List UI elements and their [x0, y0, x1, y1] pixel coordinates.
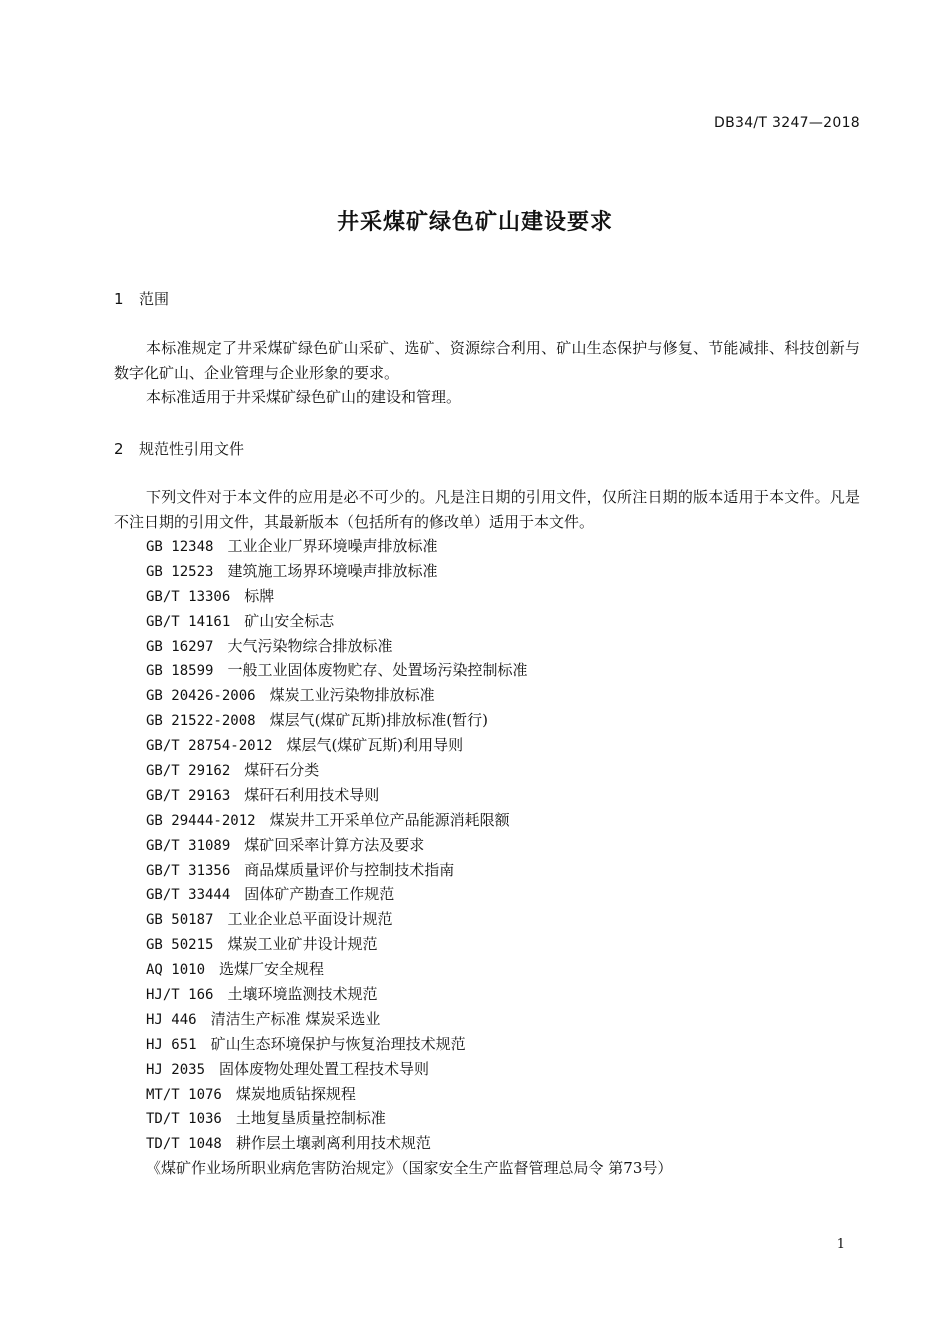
page-number: 1 — [836, 1237, 845, 1252]
reference-title: 煤炭工业污染物排放标准 — [269, 686, 435, 705]
section-2-heading — [114, 438, 244, 459]
reference-item — [146, 1106, 866, 1131]
reference-title: 煤矸石分类 — [244, 761, 320, 780]
reference-code: GB/T 29163 — [146, 787, 231, 804]
reference-title: 煤层气(煤矿瓦斯)利用导则 — [286, 736, 464, 755]
reference-item — [146, 634, 866, 659]
reference-title: 商品煤质量评价与控制技术指南 — [244, 860, 455, 879]
reference-item — [146, 658, 866, 683]
reference-title: 煤炭工业矿井设计规范 — [227, 935, 378, 954]
reference-code: HJ 2035 — [146, 1061, 206, 1078]
standard-code: DB34/T 3247—2018 — [714, 115, 860, 131]
reference-code: GB 12348 — [146, 539, 214, 555]
regulation-title: 《煤矿作业场所职业病危害防治规定》（国家安全生产监督管理总局令 第73号） — [146, 1159, 673, 1178]
reference-item — [146, 758, 866, 783]
reference-item — [146, 932, 866, 957]
reference-title: 土壤环境监测技术规范 — [227, 985, 378, 1004]
section-1-number: 1 — [114, 290, 124, 308]
reference-item — [146, 882, 866, 907]
reference-code: TD/T 1036 — [146, 1111, 222, 1128]
reference-title: 工业企业厂界环境噪声排放标准 — [227, 537, 438, 555]
reference-code: TD/T 1048 — [146, 1136, 222, 1153]
reference-code: MT/T 1076 — [146, 1086, 222, 1103]
reference-item — [146, 1032, 866, 1057]
reference-code: GB 12523 — [146, 563, 214, 580]
reference-item — [146, 1007, 866, 1032]
reference-code: HJ/T 166 — [146, 987, 214, 1004]
reference-item — [146, 783, 866, 808]
reference-title: 建筑施工场界环境噪声排放标准 — [227, 561, 438, 580]
reference-title: 煤炭地质钻探规程 — [235, 1084, 356, 1103]
reference-code: GB 18599 — [146, 663, 214, 680]
reference-code: GB/T 31089 — [146, 837, 231, 854]
reference-code: GB/T 14161 — [146, 613, 231, 630]
reference-code: GB/T 33444 — [146, 887, 231, 904]
reference-code: HJ 446 — [146, 1011, 197, 1028]
reference-item — [146, 1057, 866, 1082]
reference-item — [146, 708, 866, 733]
reference-title: 一般工业固体废物贮存、处置场污染控制标准 — [227, 661, 528, 680]
reference-title: 工业企业总平面设计规范 — [227, 910, 393, 929]
reference-code: GB 21522-2008 — [146, 713, 256, 730]
reference-item — [146, 534, 866, 559]
reference-code: GB/T 13306 — [146, 588, 231, 605]
reference-title: 煤炭井工开采单位产品能源消耗限额 — [269, 810, 510, 829]
reference-title: 大气污染物综合排放标准 — [227, 636, 393, 655]
reference-item — [146, 733, 866, 758]
reference-title: 矿山安全标志 — [244, 611, 335, 630]
reference-title: 土地复垦质量控制标准 — [235, 1109, 386, 1128]
reference-item — [146, 808, 866, 833]
section-2-intro: 下列文件对于本文件的应用是必不可少的。凡是注日期的引用文件，仅所注日期的版本适用于本文件。凡是不注日期的引用文件，其最新版本（包括所有的修改单）适用于本文件。 — [114, 488, 860, 531]
reference-item — [146, 1082, 866, 1107]
reference-title: 煤矿回采率计算方法及要求 — [244, 835, 425, 854]
reference-item — [146, 907, 866, 932]
reference-title: 矿山生态环境保护与恢复治理技术规范 — [210, 1034, 466, 1053]
section-2-number: 2 — [114, 440, 124, 458]
reference-item — [146, 1131, 866, 1156]
section-1-paragraph-applicability: 本标准适用于井采煤矿绿色矿山的建设和管理。 — [146, 388, 462, 406]
reference-code: GB 20426-2006 — [146, 688, 256, 705]
reference-item — [146, 858, 866, 883]
section-1-paragraph-scope: 本标准规定了井采煤矿绿色矿山采矿、选矿、资源综合利用、矿山生态保护与修复、节能减排、科技创新与数字化矿山、企业管理与企业形象的要求。 — [114, 339, 860, 382]
reference-code: GB 50215 — [146, 937, 214, 954]
reference-title: 选煤厂安全规程 — [219, 960, 325, 979]
reference-code: GB/T 29162 — [146, 763, 231, 780]
reference-code: GB/T 28754-2012 — [146, 738, 273, 755]
section-1-title: 范围 — [139, 290, 170, 308]
reference-code: GB 16297 — [146, 638, 214, 655]
reference-title: 煤层气(煤矿瓦斯)排放标准(暂行) — [269, 711, 488, 730]
reference-code: AQ 1010 — [146, 962, 206, 979]
reference-title: 固体矿产勘查工作规范 — [244, 885, 395, 904]
reference-item — [146, 982, 866, 1007]
reference-title: 固体废物处理处置工程技术导则 — [219, 1059, 430, 1078]
document-title: 井采煤矿绿色矿山建设要求 — [336, 210, 613, 235]
reference-list — [146, 534, 866, 1181]
reference-item — [146, 609, 866, 634]
reference-item — [146, 957, 866, 982]
reference-title: 清洁生产标准 煤炭采选业 — [210, 1009, 381, 1028]
reference-code: GB 29444-2012 — [146, 812, 256, 829]
reference-item — [146, 833, 866, 858]
reference-item — [146, 683, 866, 708]
reference-item — [146, 559, 866, 584]
reference-code: HJ 651 — [146, 1036, 197, 1053]
reference-title: 标牌 — [244, 586, 275, 605]
reference-code: GB/T 31356 — [146, 862, 231, 879]
regulation-reference — [146, 1156, 866, 1181]
section-1-heading — [114, 288, 169, 309]
reference-code: GB 50187 — [146, 912, 214, 929]
reference-title: 耕作层土壤剥离利用技术规范 — [235, 1134, 431, 1153]
section-2-title: 规范性引用文件 — [139, 440, 245, 458]
reference-title: 煤矸石利用技术导则 — [244, 785, 380, 804]
reference-item — [146, 584, 866, 609]
